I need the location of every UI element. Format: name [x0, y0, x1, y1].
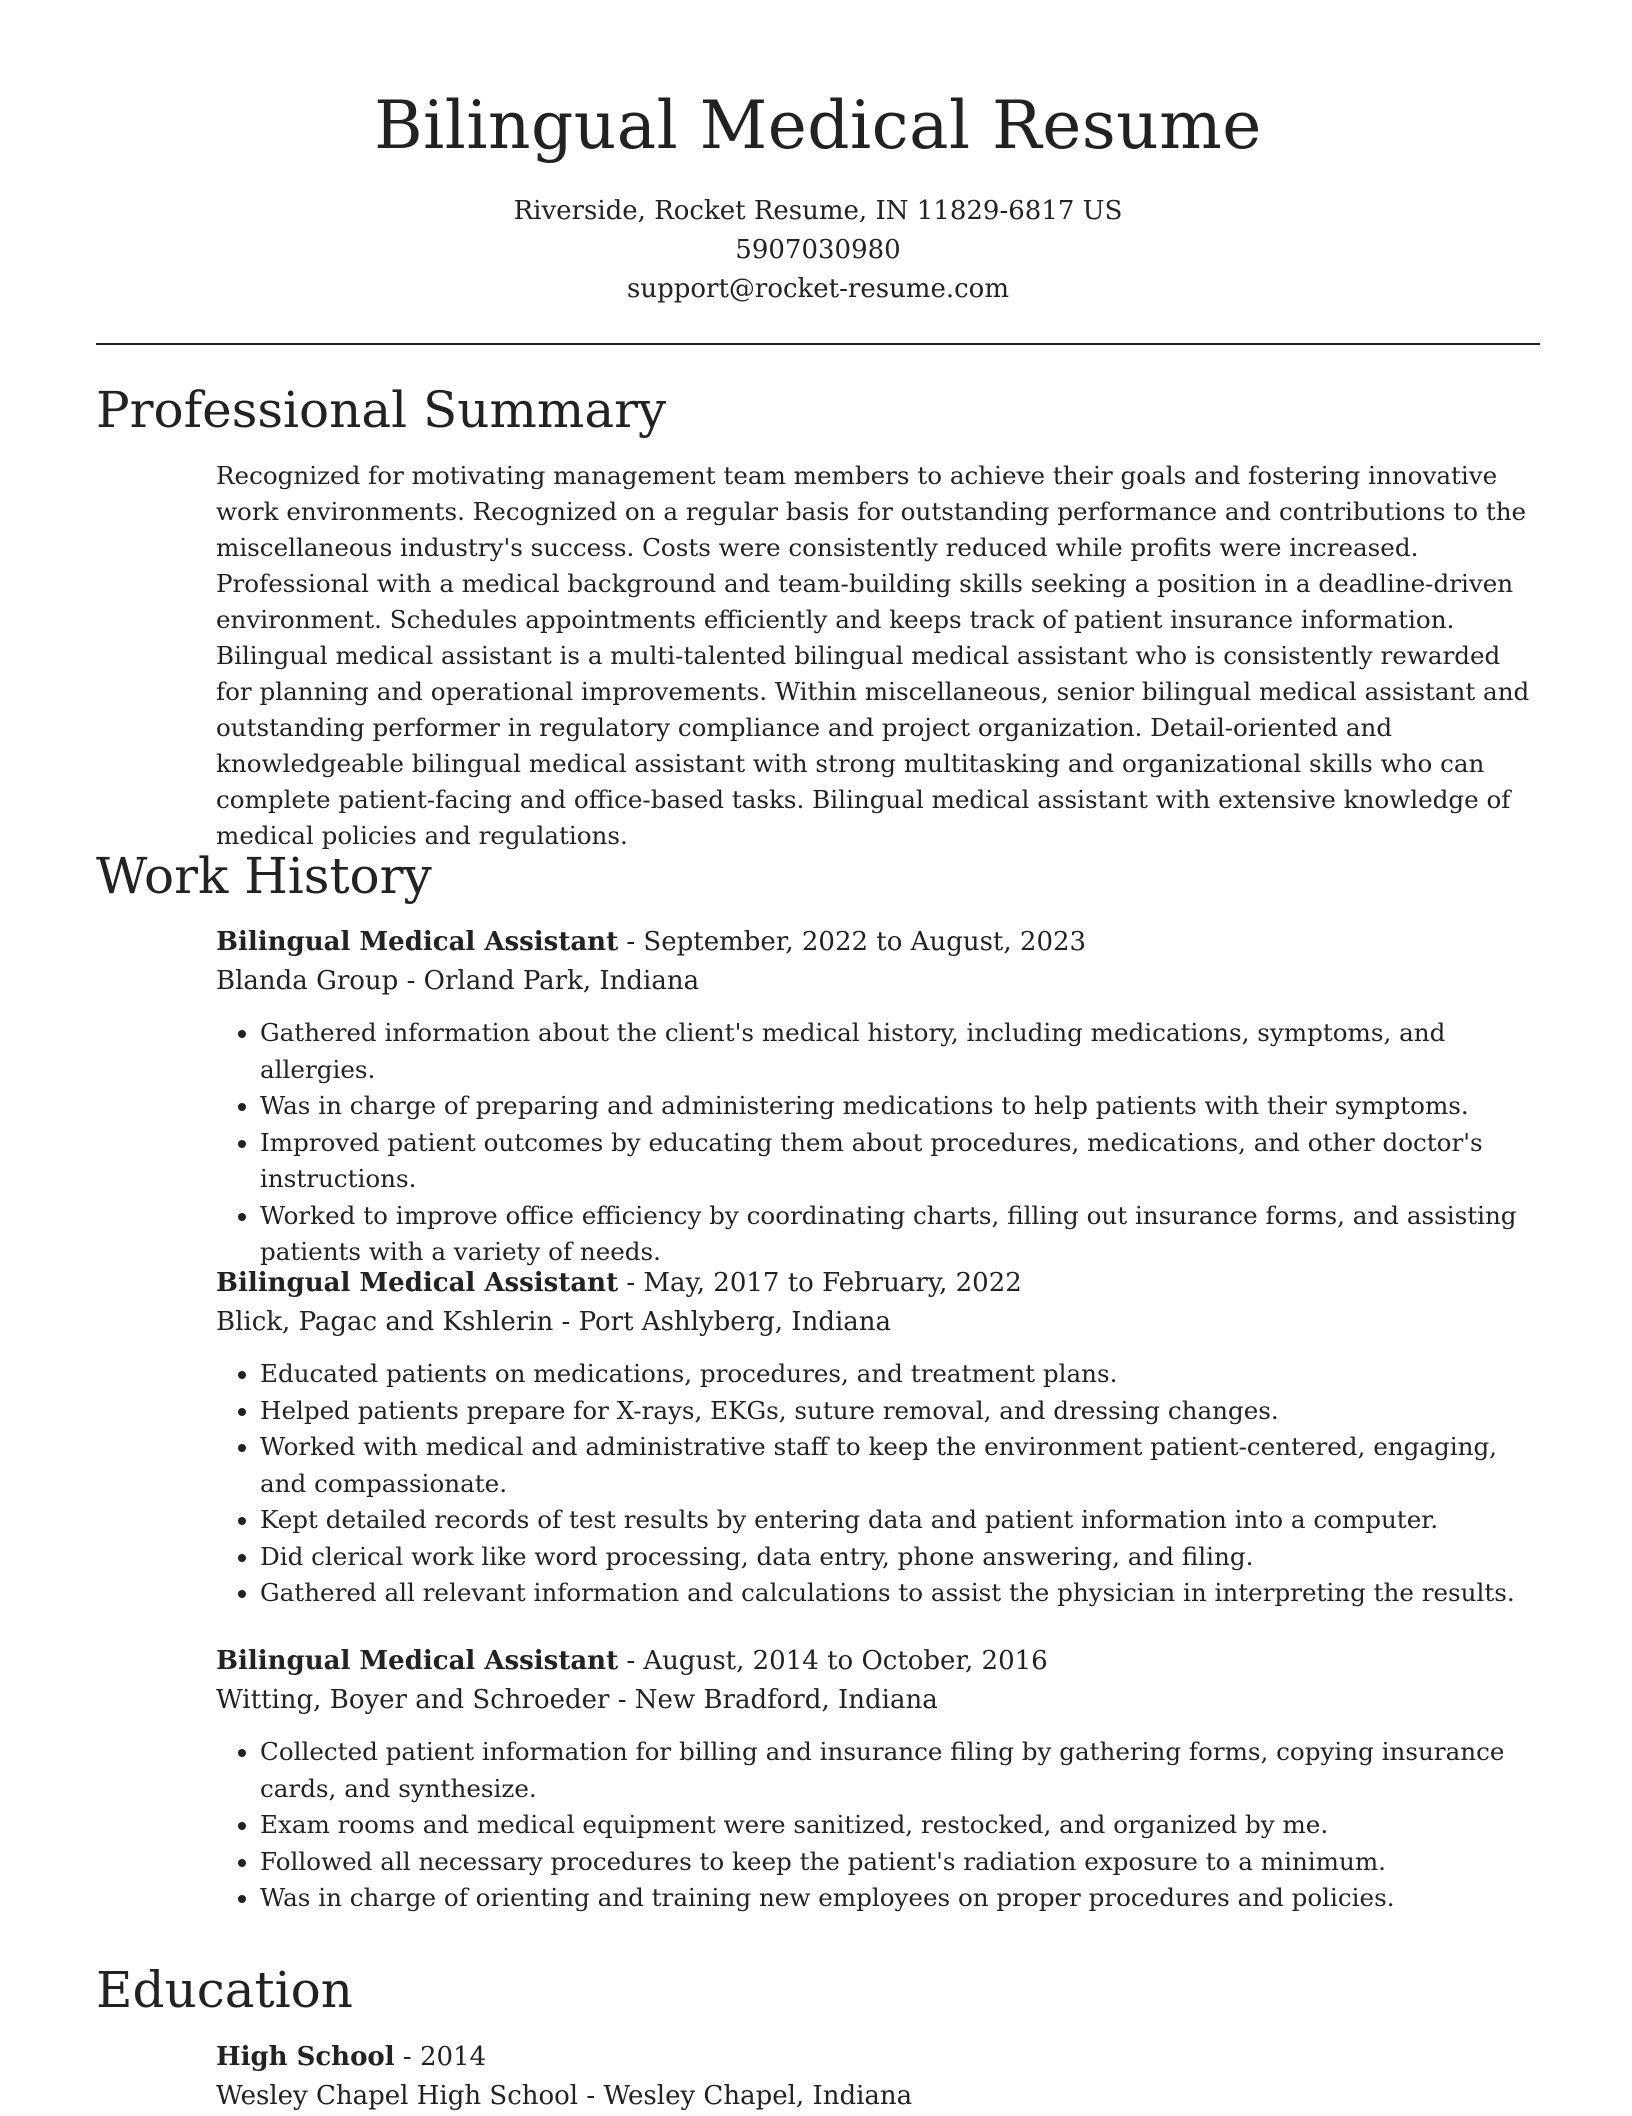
header-divider [96, 343, 1540, 345]
job-entry [216, 1264, 1540, 1612]
job-bullets [216, 1356, 1540, 1612]
job-location: - Port Ashlyberg, Indiana [553, 1307, 892, 1337]
job-company-line [216, 962, 1540, 1001]
job-role: Bilingual Medical Assistant [216, 927, 619, 957]
section-title-work-history: Work History [96, 847, 432, 905]
section-title-education: Education [96, 1961, 353, 2019]
job-bullet: • Followed all necessary procedures to keep the patient's radiation exposure to a minimum. [260, 1844, 1540, 1881]
summary-text: Recognized for motivating management team members to achieve their goals and fostering innovative work environments. Recognized on a regular basis for outstanding performance and contributions to the miscellaneous industry's success. Costs were consistently reduced while profits were increased. Professional with a medical background and team-building skills seeking a position in a deadline-driven environment. Schedules appointments efficiently and keeps track of patient insurance information. Bilingual medical assistant is a multi-talented bilingual medical assistant who is consistently rewarded for planning and operational improvements. Within miscellaneous, senior bilingual medical assistant and outstanding performer in regulatory compliance and project organization. Detail-oriented and knowledgeable bilingual medical assistant with strong multitasking and organizational skills who can complete patient-facing and office-based tasks. Bilingual medical assistant with extensive knowledge of medical policies and regulations. [216, 461, 1530, 850]
job-bullet: • Improved patient outcomes by educating them about procedures, medications, and other doctor's instructions. [260, 1125, 1540, 1198]
job-bullet: • Collected patient information for billing and insurance filing by gathering forms, copying insurance cards, and synthesize. [260, 1734, 1540, 1807]
job-company: Blanda Group [216, 966, 399, 996]
phone-line: 5907030980 [735, 235, 901, 265]
education-degree: High School [216, 2042, 395, 2072]
job-company: Blick, Pagac and Kshlerin [216, 1307, 554, 1337]
job-company-line [216, 1303, 1540, 1342]
job-bullet: • Was in charge of orienting and training new employees on proper procedures and policies. [260, 1880, 1540, 1917]
job-dates: - May, 2017 to February, 2022 [618, 1268, 1022, 1298]
job-bullet: • Gathered all relevant information and calculations to assist the physician in interpreting the results. [260, 1575, 1540, 1612]
job-bullet: • Helped patients prepare for X-rays, EKGs, suture removal, and dressing changes. [260, 1393, 1540, 1430]
section-title-summary: Professional Summary [96, 381, 667, 439]
contact-block [96, 192, 1540, 309]
job-dates: - August, 2014 to October, 2016 [618, 1646, 1048, 1676]
job-header [216, 1642, 1540, 1681]
job-company-line [216, 1681, 1540, 1720]
summary-block [216, 458, 1540, 854]
job-location: - New Bradford, Indiana [609, 1685, 938, 1715]
education-header [216, 2038, 1540, 2077]
address-line: Riverside, Rocket Resume, IN 11829-6817 US [513, 196, 1123, 226]
job-location: - Orland Park, Indiana [398, 966, 700, 996]
email-line: support@rocket-resume.com [626, 274, 1009, 304]
job-role: Bilingual Medical Assistant [216, 1268, 619, 1298]
job-bullets [216, 1015, 1540, 1271]
education-year: - 2014 [394, 2042, 487, 2072]
job-header [216, 923, 1540, 962]
job-bullet: • Was in charge of preparing and administering medications to help patients with their symptoms. [260, 1088, 1540, 1125]
job-bullet: • Gathered information about the client's medical history, including medications, symptoms, and allergies. [260, 1015, 1540, 1088]
job-bullets [216, 1734, 1540, 1917]
job-bullet: • Exam rooms and medical equipment were sanitized, restocked, and organized by me. [260, 1807, 1540, 1844]
job-bullet: • Worked to improve office efficiency by coordinating charts, filling out insurance forms, and assisting patients with a variety of needs. [260, 1198, 1540, 1271]
education-school-line [216, 2077, 1540, 2116]
job-bullet: • Worked with medical and administrative staff to keep the environment patient-centered, engaging, and compassionate. [260, 1429, 1540, 1502]
job-dates: - September, 2022 to August, 2023 [618, 927, 1087, 957]
education-location: - Wesley Chapel, Indiana [578, 2081, 913, 2111]
job-entry [216, 923, 1540, 1271]
job-bullet: • Educated patients on medications, procedures, and treatment plans. [260, 1356, 1540, 1393]
job-role: Bilingual Medical Assistant [216, 1646, 619, 1676]
job-company: Witting, Boyer and Schroeder [216, 1685, 610, 1715]
resume-title: Bilingual Medical Resume [374, 87, 1262, 164]
job-bullet: • Kept detailed records of test results by entering data and patient information into a computer. [260, 1502, 1540, 1539]
education-school: Wesley Chapel High School [216, 2081, 579, 2111]
job-bullet: • Did clerical work like word processing, data entry, phone answering, and filing. [260, 1539, 1540, 1576]
job-header [216, 1264, 1540, 1303]
job-entry [216, 1642, 1540, 1917]
education-entry [216, 2038, 1540, 2116]
